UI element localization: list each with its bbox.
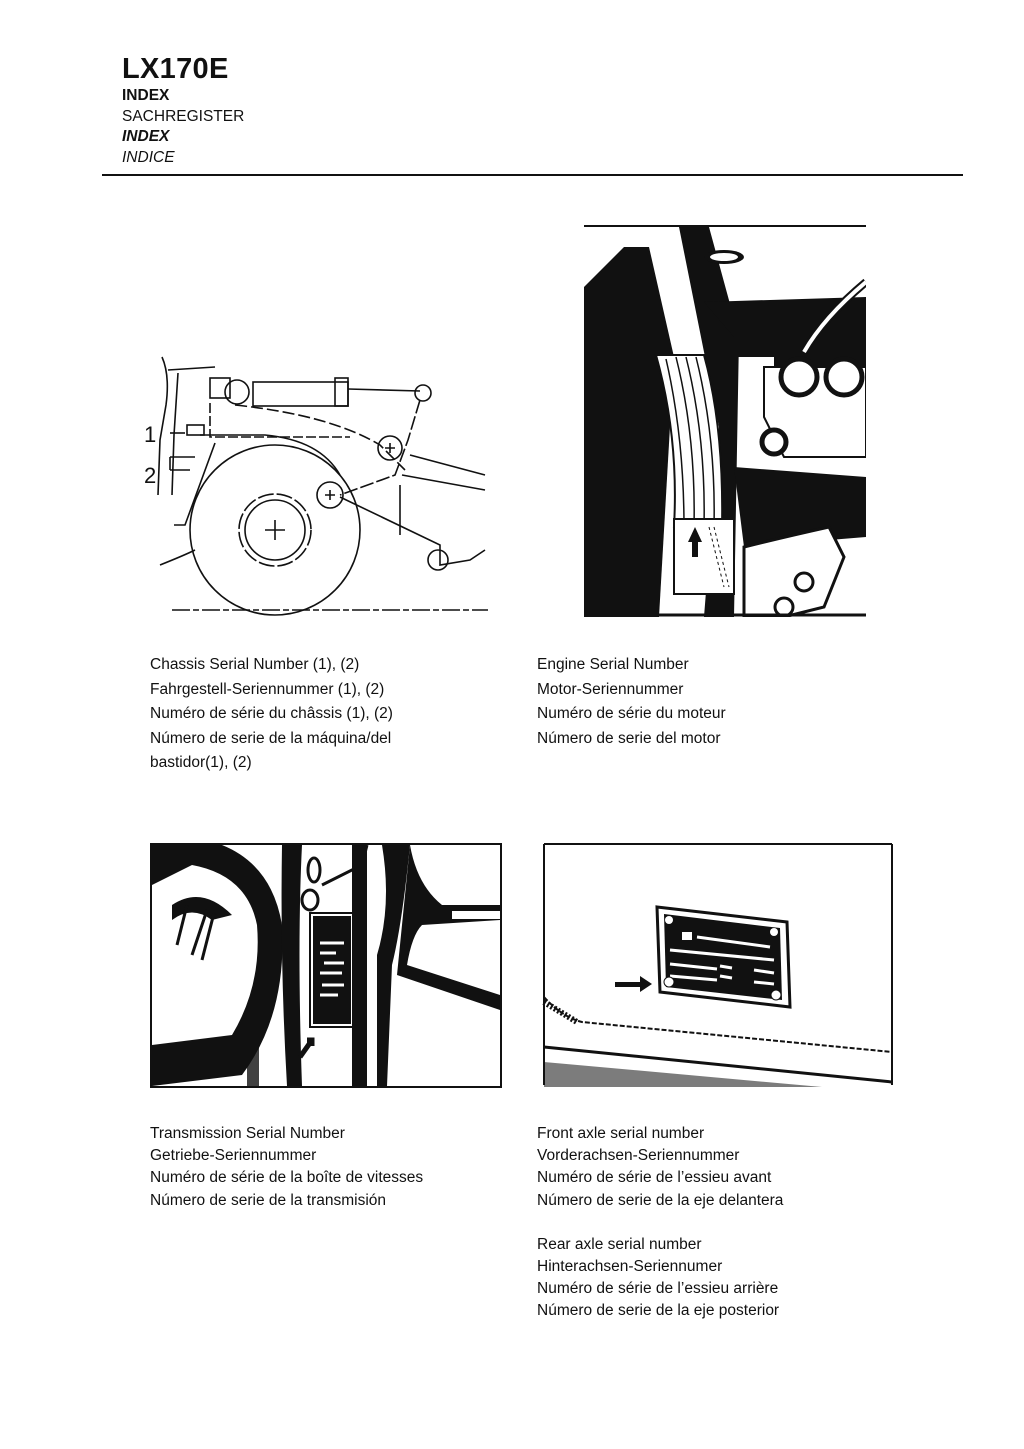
- front-axle-line-de: Vorderachsen-Seriennummer: [537, 1147, 740, 1165]
- caption-line-es-cont: bastidor(1), (2): [150, 754, 252, 772]
- axle-serial-caption: [537, 1123, 783, 1323]
- page-header: [122, 52, 244, 168]
- caption-line-es: Número de serie de la máquina/del: [150, 729, 392, 747]
- front-axle-serial-figure: [542, 842, 894, 1087]
- caption-line-es: Número de serie del motor: [537, 729, 721, 747]
- engine-serial-caption: [537, 653, 726, 751]
- chassis-serial-caption: [150, 653, 393, 776]
- caption-line-de: Motor-Seriennummer: [537, 680, 684, 698]
- svg-text:2: 2: [144, 463, 157, 488]
- front-axle-line-es: Número de serie de la eje delantera: [537, 1191, 784, 1209]
- svg-text:1: 1: [144, 422, 157, 447]
- front-axle-line-en: Front axle serial number: [537, 1125, 705, 1142]
- front-axle-line-fr: Numéro de série de l’essieu avant: [537, 1169, 772, 1187]
- caption-line-es: Número de serie de la transmisión: [150, 1191, 387, 1209]
- caption-line-fr: Numéro de série du moteur: [537, 705, 726, 723]
- model-title: LX170E: [122, 53, 229, 85]
- caption-line-en: Engine Serial Number: [537, 656, 689, 673]
- transmission-serial-caption: [150, 1123, 423, 1212]
- caption-line-de: Fahrgestell-Seriennummer (1), (2): [150, 680, 385, 698]
- rear-axle-line-en: Rear axle serial number: [537, 1235, 702, 1253]
- title-english: INDEX: [122, 87, 170, 104]
- rear-axle-line-de: Hinterachsen-Seriennumer: [537, 1258, 723, 1276]
- header-divider: [102, 174, 963, 176]
- chassis-serial-figure: [140, 345, 490, 620]
- rear-axle-line-fr: Numéro de série de l’essieu arrière: [537, 1280, 779, 1298]
- caption-line-en: Chassis Serial Number (1), (2): [150, 656, 360, 673]
- caption-line-fr: Numéro de série du châssis (1), (2): [150, 705, 393, 723]
- title-french: INDEX: [122, 128, 170, 145]
- caption-line-fr: Numéro de série de la boîte de vitesses: [150, 1169, 424, 1187]
- caption-line-en: Transmission Serial Number: [150, 1125, 345, 1142]
- rear-axle-line-es: Número de serie de la eje posterior: [537, 1302, 780, 1320]
- transmission-serial-figure: [150, 843, 502, 1088]
- title-spanish: INDICE: [122, 148, 175, 166]
- engine-serial-figure: [584, 225, 866, 617]
- caption-spacer: [537, 1212, 783, 1234]
- caption-line-de: Getriebe-Seriennummer: [150, 1147, 317, 1165]
- title-german: SACHREGISTER: [122, 107, 245, 125]
